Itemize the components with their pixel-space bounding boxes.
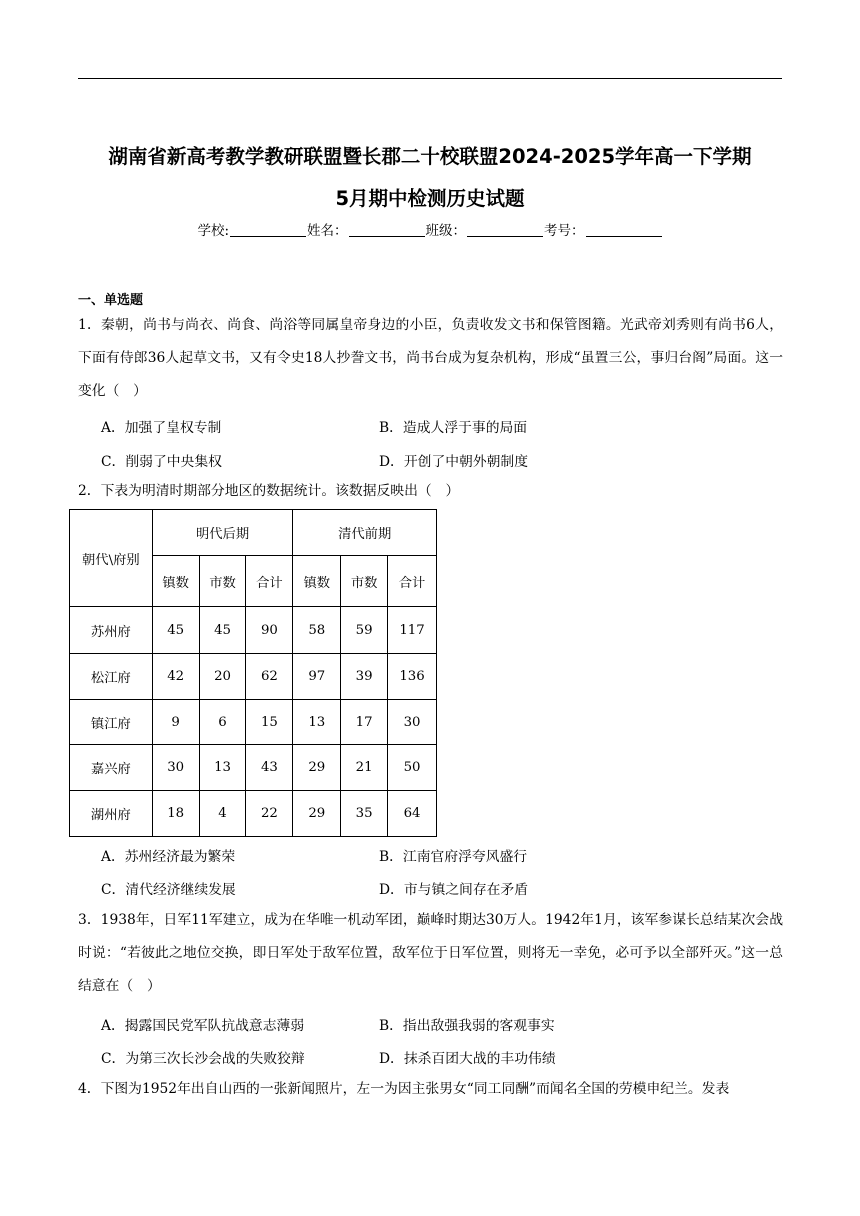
table-row: [70, 791, 437, 837]
name-label: 姓名：: [307, 223, 348, 239]
table-cell: 6: [199, 700, 246, 745]
exam-no-label: 考号：: [544, 223, 585, 239]
table-cell: 15: [246, 700, 293, 745]
table-cell: 13: [199, 745, 246, 791]
table-cell: 62: [246, 654, 293, 700]
table-group-header-ming: 明代后期: [152, 510, 293, 556]
question-1-stem: 1．秦朝，尚书与尚衣、尚食、尚浴等同属皇帝身边的小臣，负责收发文书和保管图籍。光武帝刘秀则有尚书6人，下面有侍郎36人起草文书，又有令史18人抄誊文书，尚书台成为复杂机构，形成“虽置三公，事归台阁”局面。这一变化（ ）: [78, 317, 783, 399]
table-corner-header: 朝代\府别: [70, 510, 153, 607]
table-row-header: 苏州府: [70, 607, 153, 654]
table-cell: 59: [341, 607, 388, 654]
table-row-header: 镇江府: [70, 700, 153, 745]
table-cell: 39: [341, 654, 388, 700]
table-row: [70, 607, 437, 654]
table-cell: 29: [293, 791, 341, 837]
table-subheader: 合计: [388, 556, 437, 607]
table-cell: 29: [293, 745, 341, 791]
exam-title-line1: 湖南省新高考教学教研联盟暨长郡二十校联盟2024-2025学年高一下学期: [108, 145, 752, 168]
table-cell: 13: [293, 700, 341, 745]
q2-option-b: B．江南官府浮夸风盛行: [379, 849, 528, 865]
table-cell: 136: [388, 654, 437, 700]
table-cell: 21: [341, 745, 388, 791]
name-blank[interactable]: [349, 224, 425, 237]
table-cell: 30: [152, 745, 199, 791]
table-cell: 30: [388, 700, 437, 745]
table-cell: 18: [152, 791, 199, 837]
table-cell: 35: [341, 791, 388, 837]
q3-option-c: C．为第三次长沙会战的失败狡辩: [101, 1051, 305, 1067]
section-title: 一、单选题: [78, 293, 144, 308]
table-cell: 50: [388, 745, 437, 791]
table-cell: 117: [388, 607, 437, 654]
table-cell: 43: [246, 745, 293, 791]
q1-option-c: C．削弱了中央集权: [101, 454, 222, 470]
table-row-header: 湖州府: [70, 791, 153, 837]
q3-option-b: B．指出敌强我弱的客观事实: [379, 1018, 555, 1034]
table-row: [70, 700, 437, 745]
table-cell: 17: [341, 700, 388, 745]
table-cell: 90: [246, 607, 293, 654]
q1-option-b: B．造成人浮于事的局面: [379, 420, 528, 436]
table-cell: 20: [199, 654, 246, 700]
q2-option-c: C．清代经济继续发展: [101, 882, 236, 898]
question-2-stem: 2．下表为明清时期部分地区的数据统计。该数据反映出（ ）: [78, 483, 460, 499]
q3-option-a: A．揭露国民党军队抗战意志薄弱: [101, 1018, 305, 1034]
q3-option-d: D．抹杀百团大战的丰功伟绩: [379, 1051, 556, 1067]
table-cell: 4: [199, 791, 246, 837]
table-row: [70, 654, 437, 700]
table-cell: 64: [388, 791, 437, 837]
exam-title-line2: 5月期中检测历史试题: [335, 187, 525, 210]
q2-option-a: A．苏州经济最为繁荣: [101, 849, 236, 865]
table-subheader: 镇数: [152, 556, 199, 607]
q1-option-a: A．加强了皇权专制: [101, 420, 222, 436]
table-subheader: 合计: [246, 556, 293, 607]
school-label: 学校:: [197, 223, 230, 239]
table-cell: 42: [152, 654, 199, 700]
table-row-header: 松江府: [70, 654, 153, 700]
table-cell: 58: [293, 607, 341, 654]
question-4-stem: 4．下图为1952年出自山西的一张新闻照片，左一为因主张男女“同工同酬”而闻名全国的劳模申纪兰。发表: [78, 1081, 730, 1097]
table-subheader: 镇数: [293, 556, 341, 607]
class-label: 班级：: [425, 223, 467, 239]
data-table: [69, 509, 437, 837]
header-rule: [78, 78, 782, 79]
student-info-line: [0, 219, 860, 239]
school-blank[interactable]: [230, 224, 306, 237]
table-group-header-qing: 清代前期: [293, 510, 437, 556]
q1-option-d: D．开创了中朝外朝制度: [379, 454, 529, 470]
table-subheader: 市数: [341, 556, 388, 607]
exam-no-blank[interactable]: [586, 224, 662, 237]
table-cell: 22: [246, 791, 293, 837]
question-3-stem: 3．1938年，日军11军建立，成为在华唯一机动军团，巅峰时期达30万人。1942年1月，该军参谋长总结某次会战时说：“若彼此之地位交换，即日军处于敌军位置，敌军位于日军位置，则将无一幸免，必可予以全部歼灭。”这一总结意在（ ）: [78, 912, 783, 994]
table-subheader: 市数: [199, 556, 246, 607]
table-cell: 97: [293, 654, 341, 700]
table-row-header: 嘉兴府: [70, 745, 153, 791]
q2-option-d: D．市与镇之间存在矛盾: [379, 882, 529, 898]
table-row: [70, 745, 437, 791]
table-cell: 45: [199, 607, 246, 654]
table-cell: 45: [152, 607, 199, 654]
class-blank[interactable]: [467, 224, 543, 237]
table-cell: 9: [152, 700, 199, 745]
